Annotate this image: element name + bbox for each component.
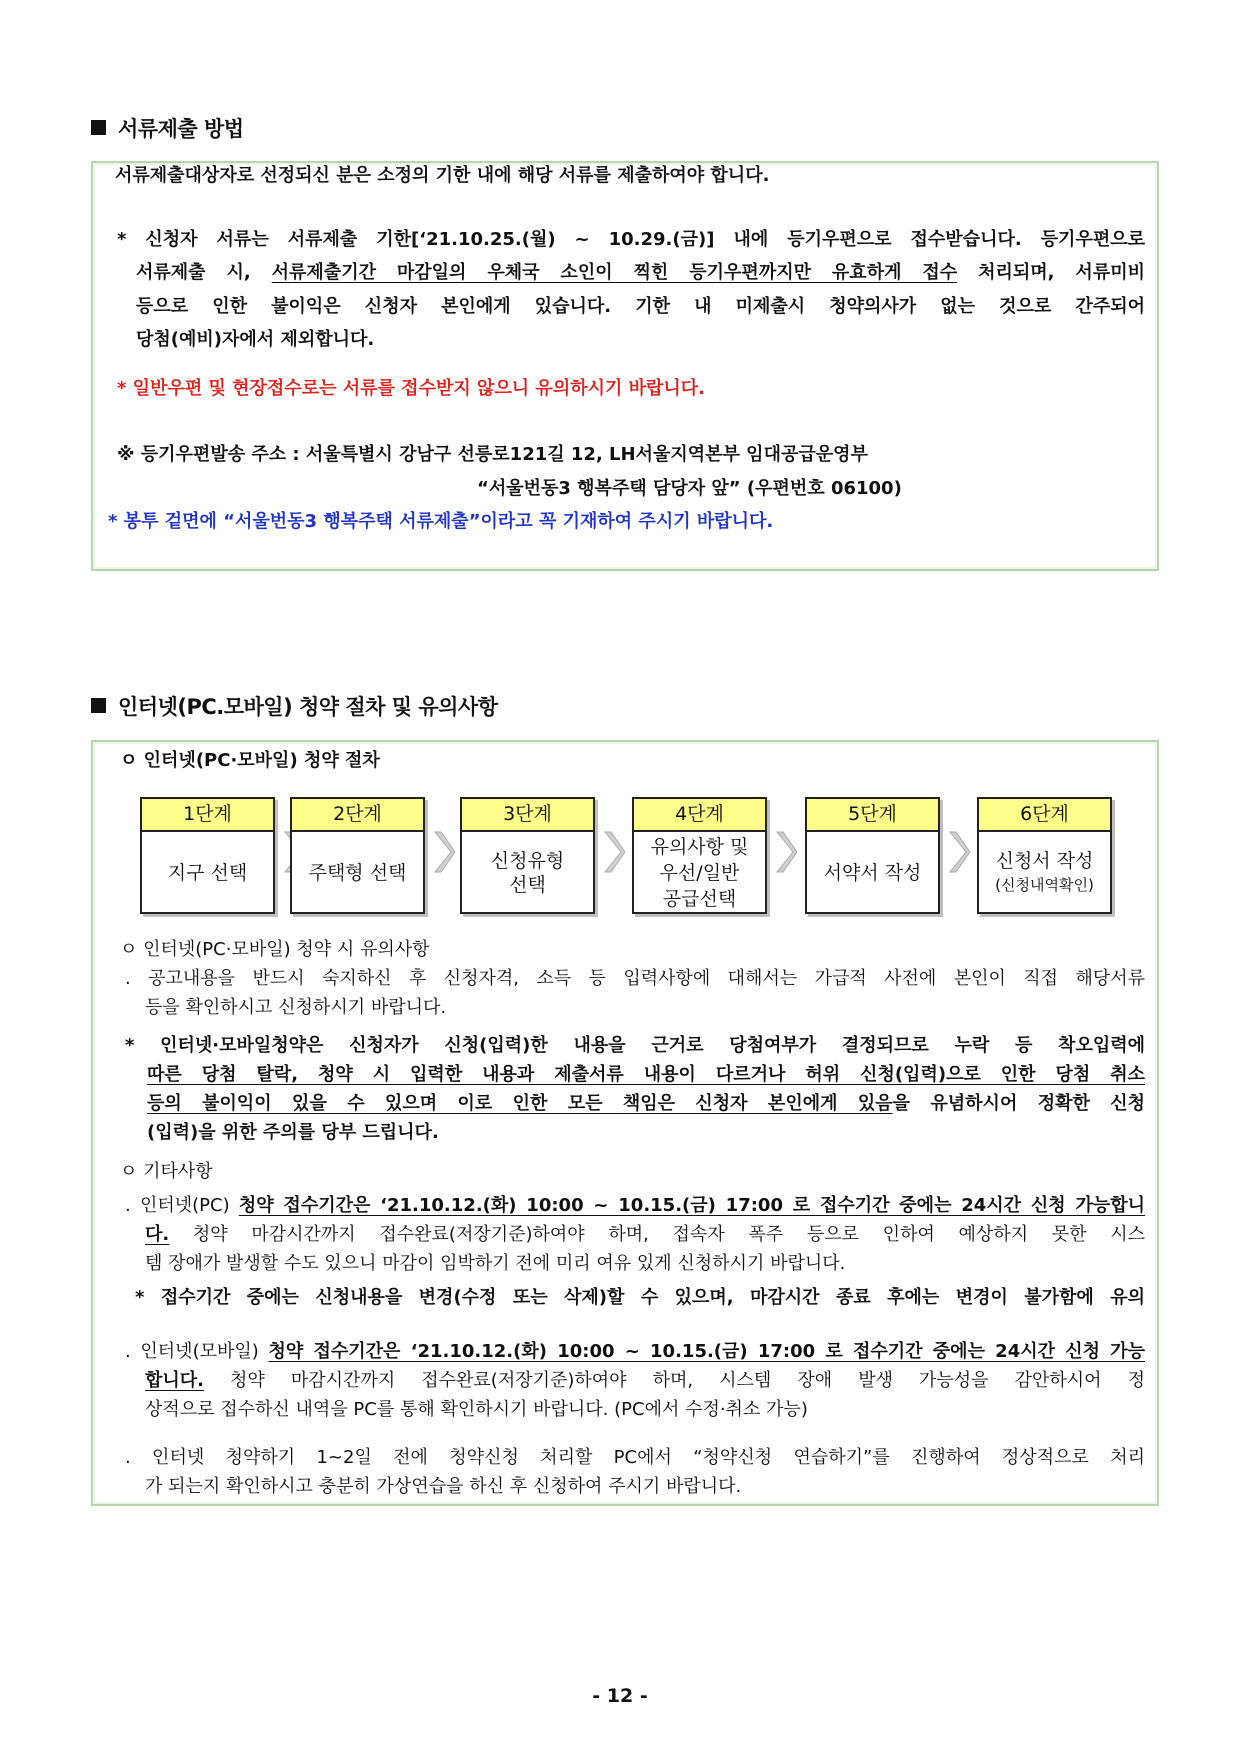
step-body — [634, 832, 765, 914]
step-body-text: 신청서 작성 — [995, 850, 1094, 872]
step-body — [807, 832, 938, 914]
section-title-text: 서류제출 방법 — [118, 117, 244, 141]
para1-line2-underlined: 서류제출기간 마감일의 우체국 소인이 찍힌 등기우편까지만 유효하게 접수 — [271, 262, 958, 283]
square-bullet-icon — [91, 698, 106, 713]
square-bullet-icon — [91, 120, 106, 135]
step-body — [142, 832, 273, 914]
etc-title: ㅇ 기타사항 — [120, 1161, 213, 1182]
etc1-line1-bold: 청약 접수기간은 ‘21.10.12.(화) 10:00 ~ 10.15.(금) 17:00 로 접수기간 중에는 24시간 신청 가능합니 — [238, 1195, 1145, 1216]
caution2-line1: * 인터넷·모바일청약은 신청자가 신청(입력)한 내용을 근거로 당첨여부가 결정되므로 누락 등 착오입력에 — [125, 1035, 1145, 1056]
caution2-line3-b: 을 유념하시어 정확한 신청 — [892, 1093, 1145, 1114]
section-title-internet-application — [91, 691, 498, 721]
step-2 — [290, 797, 425, 914]
blue-notice: * 봉투 겉면에 “서울번동3 행복주택 서류제출”이라고 꼭 기재하여 주시기 바랍니다. — [108, 511, 774, 532]
step-label: 1단계 — [142, 799, 273, 832]
etc1-line2-b: 청약 마감시간까지 접수완료(저장기준)하여야 하며, 접속자 폭주 등으로 인하여 예상하지 못한 시스 — [169, 1224, 1145, 1245]
para1-line3: 등으로 인한 불이익은 신청자 본인에게 있습니다. 기한 내 미제출시 청약의사가 없는 것으로 간주되어 — [136, 296, 1145, 317]
step-5 — [805, 797, 940, 914]
etc3-line2: 가 되는지 확인하시고 충분히 가상연습을 하신 후 신청하여 주시기 바랍니다. — [145, 1476, 742, 1497]
step-body — [462, 832, 593, 914]
etc2-line1-a: . 인터넷(모바일) — [125, 1341, 269, 1362]
step-label: 2단계 — [292, 799, 423, 832]
section-title-document-submission — [91, 113, 244, 143]
caution-title: ㅇ 인터넷(PC·모바일) 청약 시 유의사항 — [120, 939, 430, 960]
step-body-text: 신청유형 선택 — [490, 850, 565, 896]
red-notice: * 일반우편 및 현장접수로는 서류를 접수받지 않으니 유의하시기 바랍니다. — [117, 378, 706, 399]
mailing-address-line2: “서울번동3 행복주택 담당자 앞” (우편번호 06100) — [477, 478, 902, 499]
etc2-line3: 상적으로 접수하신 내역을 PC를 통해 확인하시기 바랍니다. (PC에서 수정·취소 가능) — [145, 1399, 808, 1420]
etc1-line1-a: . 인터넷(PC) — [125, 1195, 239, 1216]
caution2-line4: (입력)을 위한 주의를 당부 드립니다. — [147, 1122, 439, 1143]
step-body-subtext: (신청내역확인) — [995, 876, 1094, 894]
etc2-line2-b: 청약 마감시간까지 접수완료(저장기준)하여야 하며, 시스템 장애 발생 가능성을 감안하시어 정 — [204, 1370, 1145, 1391]
step-6 — [977, 797, 1112, 914]
section-title-text: 인터넷(PC.모바일) 청약 절차 및 유의사항 — [118, 695, 498, 719]
mailing-address-line1: ※ 등기우편발송 주소 : 서울특별시 강남구 선릉로121길 12, LH서울지역본부 임대공급운영부 — [117, 444, 868, 465]
para1-line4: 당첨(예비)자에서 제외합니다. — [136, 329, 375, 350]
step-label: 4단계 — [634, 799, 765, 832]
caution1-line2: 등을 확인하시고 신청하시기 바랍니다. — [145, 997, 447, 1018]
caution2-line3-underlined: 등의 불이익이 있을 수 있으며 이로 인한 모든 책임은 신청자 본인에게 있음 — [147, 1093, 893, 1114]
step-body — [292, 832, 423, 914]
step-body-text: 유의사항 및 우선/일반 공급선택 — [650, 836, 749, 910]
step-body — [979, 832, 1110, 914]
etc3-line1: . 인터넷 청약하기 1~2일 전에 청약신청 처리할 PC에서 “청약신청 연습하기”를 진행하여 정상적으로 처리 — [125, 1447, 1145, 1468]
arrow-right-icon — [433, 830, 455, 874]
step-4 — [632, 797, 767, 914]
step-label: 6단계 — [979, 799, 1110, 832]
step-label: 3단계 — [462, 799, 593, 832]
para1-line2-b: 처리되며, 서류미비 — [957, 262, 1145, 283]
etc1-note: * 접수기간 중에는 신청내용을 변경(수정 또는 삭제)할 수 있으며, 마감시간 종료 후에는 변경이 불가함에 유의 — [135, 1287, 1145, 1308]
etc1-line2-bold: 다. — [145, 1224, 170, 1245]
para1-line2-a: 서류제출 시, — [136, 262, 272, 283]
step-body-text: 주택형 선택 — [308, 862, 407, 884]
step-3 — [460, 797, 595, 914]
para1-line1: * 신청자 서류는 서류제출 기한[‘21.10.25.(월) ~ 10.29.(금)] 내에 등기우편으로 접수받습니다. 등기우편으로 — [117, 229, 1145, 250]
step-label: 5단계 — [807, 799, 938, 832]
page-number: - 12 - — [592, 1685, 648, 1707]
step-body-text: 서약서 작성 — [823, 862, 922, 884]
etc2-line2-bold: 합니다. — [145, 1370, 205, 1391]
arrow-right-icon — [775, 830, 797, 874]
caution2-line2: 따른 당첨 탈락, 청약 시 입력한 내용과 제출서류 내용이 다르거나 허위 신청(입력)으로 인한 당첨 취소 — [147, 1064, 1145, 1085]
para1-line2 — [136, 256, 1145, 289]
procedure-title: ㅇ 인터넷(PC·모바일) 청약 절차 — [120, 750, 380, 771]
step-1 — [140, 797, 275, 914]
arrow-right-icon — [948, 830, 970, 874]
step-body-text: 지구 선택 — [167, 862, 248, 884]
caution1-line1: . 공고내용을 반드시 숙지하신 후 신청자격, 소득 등 입력사항에 대해서는 가급적 사전에 본인이 직접 해당서류 — [125, 968, 1145, 989]
etc1-line3: 템 장애가 발생할 수도 있으니 마감이 임박하기 전에 미리 여유 있게 신청하시기 바랍니다. — [145, 1253, 846, 1274]
arrow-right-icon — [603, 830, 625, 874]
intro-text: 서류제출대상자로 선정되신 분은 소정의 기한 내에 해당 서류를 제출하여야 합니다. — [115, 165, 770, 186]
etc2-line1-bold: 청약 접수기간은 ‘21.10.12.(화) 10:00 ~ 10.15.(금) 17:00 로 접수기간 중에는 24시간 신청 가능 — [268, 1341, 1145, 1362]
